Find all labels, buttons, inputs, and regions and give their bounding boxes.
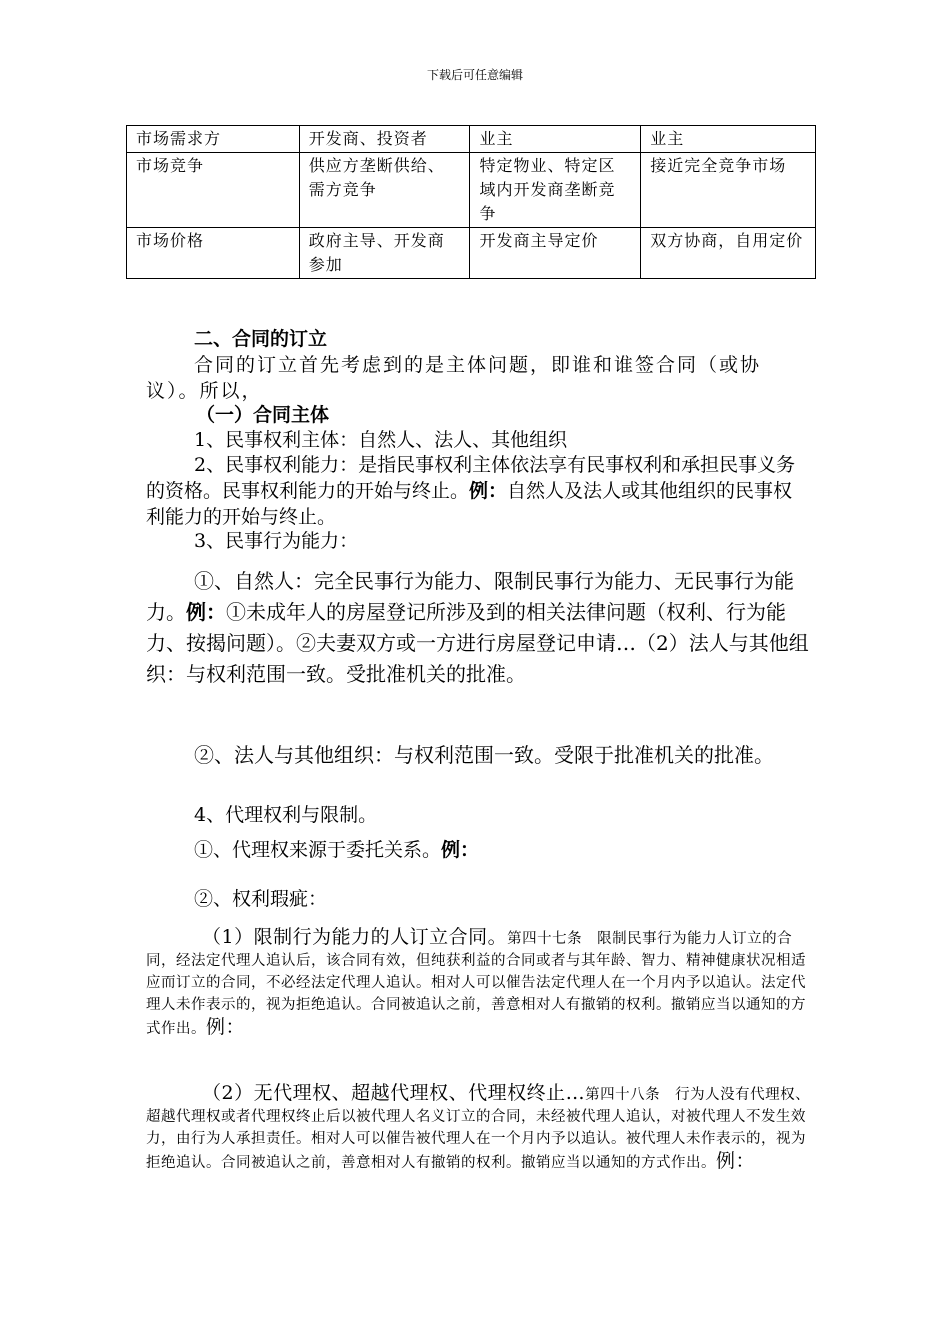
subsection-title: （一）合同主体 (196, 404, 330, 426)
table-cell: 接近完全竞争市场 (641, 153, 816, 228)
table-cell: 开发商主导定价 (470, 228, 641, 279)
paragraph-4-text: ①、自然人：完全民事行为能力、限制民事行为能力、无民事行为能力。 (146, 569, 794, 624)
example-label: 例： (441, 839, 480, 861)
table-cell: 市场需求方 (127, 126, 300, 153)
table-row (127, 126, 816, 153)
paragraph-10-text: 第四十八条 行为人没有代理权、超越代理权或者代理权终止后以被代理人名义订立的合同，未经被代理人追认，对被代理人不发生效力，由行为人承担责任。相对人可以催告被代理人在一个月内予以追认。被代理人未作表示的，视为拒绝追认。合同被追认之前，善意相对人有撤销的权利。撤销应当以通知的方式作出。 (146, 1087, 811, 1171)
table-cell: 开发商、投资者 (299, 126, 470, 153)
section-title: 二、合同的订立 (194, 328, 328, 350)
paragraph-9 (146, 926, 811, 1040)
table-cell: 双方协商，自用定价 (641, 228, 816, 279)
table-cell: 业主 (641, 126, 816, 153)
paragraph-2-text: 2、民事权利能力：是指民事权利主体依法享有民事权利和承担民事义务的资格。民事权利能力的开始与终止。 (146, 454, 796, 502)
table-cell: 政府主导、开发商参加 (299, 228, 470, 279)
paragraph-8: ②、权利瑕疵： (194, 888, 328, 910)
table-row (127, 153, 816, 228)
example-label: 例： (186, 600, 226, 624)
paragraph-2-tail: 自然人及法人或其他组织的民事权利能力的开始与终止。 (146, 480, 793, 528)
paragraph-4-tail: ①未成年人的房屋登记所涉及到的相关法律问题（权利、行为能力、按揭问题）。②夫妻双方或一方进行房屋登记申请…（2）法人与其他组织：与权利范围一致。受批准机关的批准。 (146, 600, 809, 686)
paragraph-9-title: （1）限制行为能力的人订立合同。 (202, 926, 508, 948)
example-label: 例： (206, 1016, 246, 1038)
example-label: 例： (469, 480, 508, 502)
paragraph-2 (146, 452, 811, 530)
paragraph-1: 1、民事权利主体：自然人、法人、其他组织 (194, 429, 568, 451)
paragraph-3: 3、民事行为能力： (194, 530, 359, 552)
table-row (127, 228, 816, 279)
table-cell: 市场竞争 (127, 153, 300, 228)
table-cell: 市场价格 (127, 228, 300, 279)
paragraph-7-text: ①、代理权来源于委托关系。 (194, 839, 442, 861)
paragraph-10 (146, 1082, 811, 1174)
table-cell: 供应方垄断供给、需方竞争 (299, 153, 470, 228)
paragraph-10-title: （2）无代理权、超越代理权、代理权终止… (202, 1082, 586, 1104)
page-header: 下载后可任意编辑 (426, 68, 523, 82)
paragraph-6: 4、代理权利与限制。 (194, 804, 378, 826)
paragraph-7 (146, 837, 859, 863)
paragraph-9-text: 第四十七条 限制民事行为能力人订立的合同，经法定代理人追认后，该合同有效，但纯获利益的合同或者与其年龄、智力、精神健康状况相适应而订立的合同，不必经法定代理人追认。相对人可以催告法定代理人在一个月内予以追认。法定代理人未作表示的，视为拒绝追认。合同被追认之前，善意相对人有撤销的权利。撤销应当以通知的方式作出。 (146, 931, 806, 1037)
example-label: 例： (716, 1150, 756, 1172)
market-table (126, 125, 816, 279)
paragraph-5: ②、法人与其他组织：与权利范围一致。受限于批准机关的批准。 (194, 743, 774, 767)
paragraph-4 (146, 566, 811, 690)
table-cell: 特定物业、特定区域内开发商垄断竞争 (470, 153, 641, 228)
intro-paragraph: 合同的订立首先考虑到的是主体问题，即谁和谁签合同（或协议）。所以， (146, 354, 762, 402)
table-cell: 业主 (470, 126, 641, 153)
